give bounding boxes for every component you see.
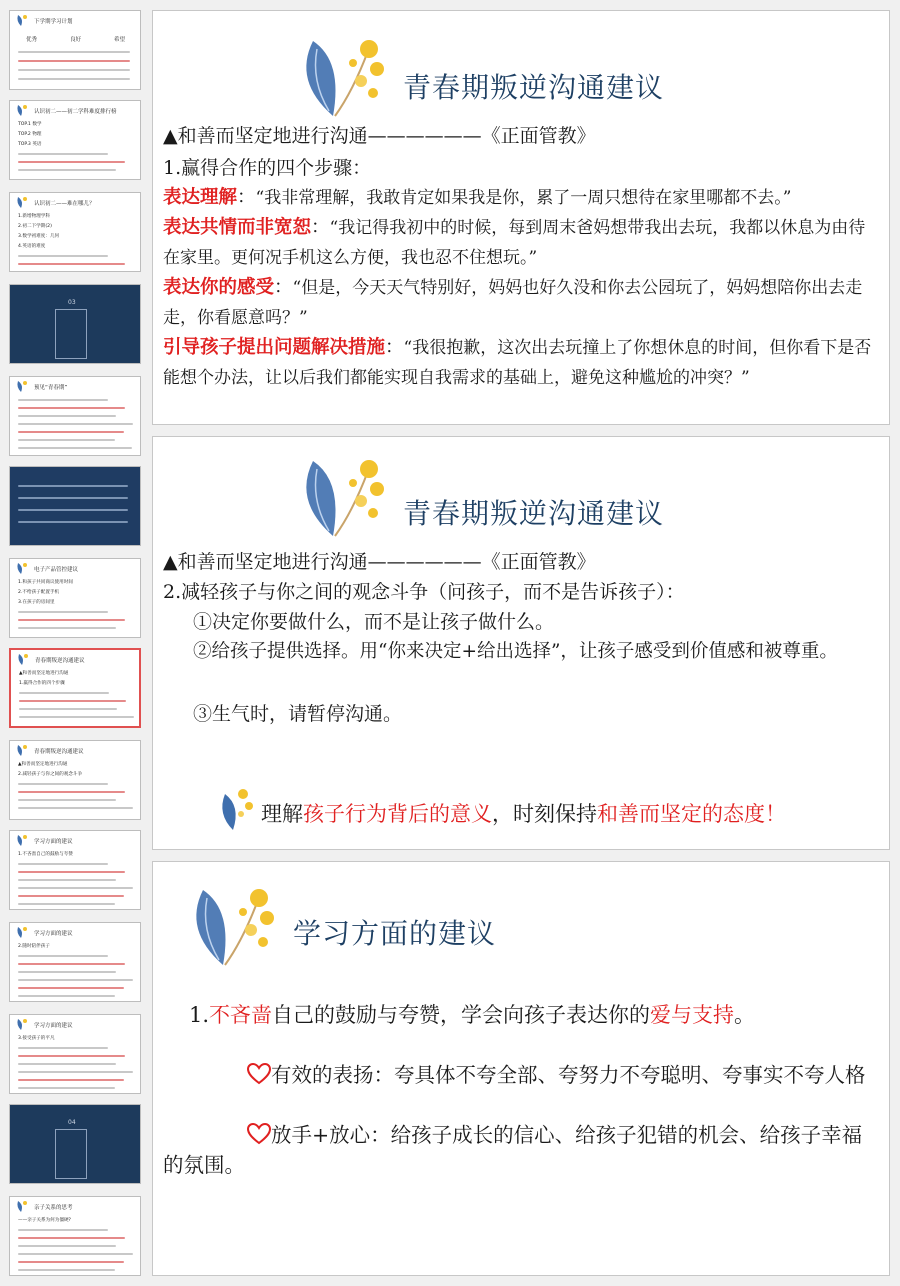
thumbnail-text-line bbox=[18, 423, 133, 425]
thumbnail-text: TOP.3 英语 bbox=[18, 142, 42, 147]
slide-thumbnail[interactable] bbox=[9, 648, 141, 728]
thumbnail-leaf-icon bbox=[15, 562, 29, 574]
thumbnail-text: 2.初二下学期(2) bbox=[18, 224, 52, 229]
thumbnail-text: 3.数学初难度：几何 bbox=[18, 234, 60, 239]
thumbnail-text: 2.随时陪伴孩子 bbox=[18, 944, 50, 949]
thumbnail-text-line bbox=[18, 903, 115, 905]
step-separator: ： bbox=[311, 217, 330, 238]
thumbnail-text-line bbox=[18, 1253, 133, 1255]
thumbnail-text: ▲和善而坚定地进行沟通 bbox=[18, 762, 68, 767]
slide-point bbox=[189, 1000, 879, 1030]
thumbnail-text-line bbox=[18, 807, 133, 809]
leaf-flower-decoration-icon bbox=[163, 870, 293, 970]
thumbnail-leaf-icon bbox=[15, 744, 29, 756]
slide-thumbnail[interactable] bbox=[9, 1014, 141, 1094]
slide-thumbnail[interactable] bbox=[9, 466, 141, 546]
slide-3[interactable] bbox=[152, 861, 890, 1276]
thumbnail-leaf-icon bbox=[16, 653, 30, 665]
step-label: 表达理解 bbox=[163, 187, 238, 208]
thumbnail-text-line bbox=[18, 447, 132, 449]
thumbnail-text-line bbox=[18, 169, 116, 171]
list-item bbox=[163, 1120, 881, 1180]
slide-thumbnail[interactable] bbox=[9, 740, 141, 820]
slide-1[interactable] bbox=[152, 10, 890, 425]
thumbnail-text: 3.在孩子的房间里 bbox=[18, 600, 55, 605]
point-number: 1. bbox=[189, 1003, 210, 1027]
step-label: 表达共情而非宽恕 bbox=[163, 217, 312, 238]
step-item bbox=[163, 273, 881, 333]
thumbnail-text: TOP.2 物理 bbox=[18, 132, 42, 137]
thumbnail-text: 1.和孩子共同商议使用时间 bbox=[18, 580, 73, 585]
slide-thumbnail[interactable] bbox=[9, 192, 141, 272]
step-separator: ： bbox=[274, 277, 293, 298]
thumbnail-text-line bbox=[18, 619, 125, 621]
thumbnail-column-header: 良好 bbox=[70, 37, 82, 43]
thumbnail-text-line bbox=[18, 863, 108, 865]
thumbnail-text-line bbox=[18, 627, 116, 629]
thumbnail-leaf-icon bbox=[15, 1018, 29, 1030]
thumbnail-text-line bbox=[18, 78, 130, 80]
thumbnail-text-line bbox=[18, 263, 125, 265]
thumbnail-text-line bbox=[19, 716, 134, 718]
step-label: 表达你的感受 bbox=[163, 277, 275, 298]
thumbnail-title: 认识初二——难在哪儿？ bbox=[34, 201, 95, 207]
thumbnail-column-header: 优秀 bbox=[26, 37, 38, 43]
thumbnail-text: 2.减轻孩子与你之间的观念斗争 bbox=[18, 772, 83, 777]
thumbnail-text-line bbox=[18, 1063, 116, 1065]
thumbnail-text-line bbox=[18, 431, 124, 433]
thumbnail-text-line bbox=[18, 415, 116, 417]
step-separator: ： bbox=[237, 187, 256, 208]
thumbnail-text-line bbox=[18, 799, 116, 801]
thumbnail-text-line bbox=[18, 153, 108, 155]
thumbnail-title: 预见“青春期” bbox=[34, 385, 68, 391]
thumbnail-title: 学习方面的建议 bbox=[34, 1023, 73, 1029]
slide-thumbnail-panel bbox=[0, 0, 150, 1286]
step-quote: “我很抱歉，这次出去玩撞上了你想休息的时间，但你看下是否能想个办法，让以后我们都能实现自我需求的基础上，避免这种尴尬的冲突？” bbox=[163, 338, 872, 388]
step-item bbox=[163, 333, 881, 393]
thumbnail-text-line bbox=[18, 987, 124, 989]
thumbnail-title: 电子产品管控建议 bbox=[34, 567, 79, 573]
thumbnail-text-line bbox=[18, 1261, 124, 1263]
point-highlight: 不吝啬 bbox=[209, 1003, 273, 1027]
thumbnail-text: 1.新增物理学科 bbox=[18, 214, 50, 219]
step-item bbox=[163, 213, 881, 273]
small-leaf-flower-icon bbox=[213, 782, 257, 832]
thumbnail-text-line bbox=[18, 1229, 108, 1231]
summary-highlight: 孩子行为背后的意义 bbox=[303, 802, 492, 826]
thumbnail-text-line bbox=[18, 485, 128, 487]
thumbnail-text-line bbox=[18, 895, 124, 897]
thumbnail-text-line bbox=[18, 161, 125, 163]
thumbnail-text-line bbox=[18, 887, 133, 889]
thumbnail-text-line bbox=[18, 60, 130, 62]
summary-pre: 理解 bbox=[261, 802, 303, 826]
list-item: ①决定你要做什么，而不是让孩子做什么。 bbox=[193, 611, 555, 633]
thumbnail-text-line bbox=[18, 407, 125, 409]
thumbnail-leaf-icon bbox=[15, 834, 29, 846]
slide-point: 2.减轻孩子与你之间的观念斗争（问孩子，而不是告诉孩子）： bbox=[163, 581, 685, 603]
step-quote: “但是，今天天气特别好，妈妈也好久没和你去公园玩了，妈妈想陪你出去走走，你看愿意吗？” bbox=[163, 278, 863, 328]
steps-list bbox=[163, 183, 881, 393]
thumbnail-text-line bbox=[18, 1071, 133, 1073]
slide-thumbnail[interactable] bbox=[9, 376, 141, 456]
slide-thumbnail[interactable] bbox=[9, 1104, 141, 1184]
summary-text bbox=[261, 799, 879, 829]
slide-heading: ▲和善而坚定地进行沟通——————《正面管教》 bbox=[163, 551, 596, 573]
thumbnail-text-line bbox=[18, 791, 125, 793]
thumbnail-text: 4.英语的难度 bbox=[18, 244, 46, 249]
slide-thumbnail[interactable] bbox=[9, 100, 141, 180]
thumbnail-text-line bbox=[19, 700, 126, 702]
thumbnail-text-line bbox=[18, 871, 125, 873]
heart-icon bbox=[247, 1063, 271, 1085]
thumbnail-text-line bbox=[18, 255, 108, 257]
list-item bbox=[163, 1060, 881, 1090]
slide-title: 青春期叛逆沟通建议 bbox=[403, 497, 665, 530]
slide-title: 学习方面的建议 bbox=[293, 917, 497, 950]
thumbnail-frame bbox=[55, 1129, 87, 1179]
thumbnail-leaf-icon bbox=[15, 926, 29, 938]
thumbnail-text-line bbox=[18, 1079, 124, 1081]
thumbnail-text-line bbox=[18, 783, 108, 785]
thumbnail-title: 学习方面的建议 bbox=[34, 931, 73, 937]
thumbnail-title: 亲子关系的思考 bbox=[34, 1205, 73, 1211]
step-separator: ： bbox=[385, 337, 404, 358]
thumbnail-text-line bbox=[18, 1047, 108, 1049]
item-text: 放手+放心：给孩子成长的信心、给孩子犯错的机会、给孩子幸福的氛围。 bbox=[163, 1123, 863, 1177]
leaf-flower-decoration-icon bbox=[273, 441, 403, 541]
thumbnail-text-line bbox=[18, 439, 115, 441]
thumbnail-leaf-icon bbox=[15, 1200, 29, 1212]
thumbnail-text: 3.接受孩子的平凡 bbox=[18, 1036, 55, 1041]
thumbnail-leaf-icon bbox=[15, 196, 29, 208]
thumbnail-frame bbox=[55, 309, 87, 359]
thumbnail-text-line bbox=[18, 399, 108, 401]
summary-highlight: 和善而坚定的态度！ bbox=[597, 802, 786, 826]
thumbnail-text-line bbox=[18, 979, 133, 981]
step-quote: “我记得我初中的时候，每到周末爸妈想带我出去玩，我都以休息为由待在家里。更何况手机这么方便，我也忍不住想玩。” bbox=[163, 218, 866, 268]
leaf-flower-decoration-icon bbox=[273, 21, 403, 121]
thumbnail-text-line bbox=[18, 1055, 125, 1057]
list-item: ③生气时，请暂停沟通。 bbox=[193, 703, 403, 725]
summary-mid: ，时刻保持 bbox=[492, 802, 597, 826]
thumbnail-title: 下学期学习计划 bbox=[34, 19, 73, 25]
slide-thumbnail[interactable] bbox=[9, 10, 141, 90]
step-quote: “我非常理解，我敢肯定如果我是你，累了一周只想待在家里哪都不去。” bbox=[255, 188, 792, 208]
slide-thumbnail[interactable] bbox=[9, 558, 141, 638]
slide-2[interactable] bbox=[152, 436, 890, 850]
thumbnail-text-line bbox=[19, 708, 117, 710]
slide-thumbnail[interactable] bbox=[9, 284, 141, 364]
thumbnail-text: 2.不给孩子配置手机 bbox=[18, 590, 60, 595]
thumbnail-text: ▲和善而坚定地进行沟通 bbox=[19, 671, 69, 676]
thumbnail-text-line bbox=[18, 497, 128, 499]
thumbnail-title: 学习方面的建议 bbox=[34, 839, 73, 845]
thumbnail-leaf-icon bbox=[15, 380, 29, 392]
thumbnail-text-line bbox=[18, 1087, 115, 1089]
thumbnail-number: 03 bbox=[68, 299, 76, 306]
thumbnail-text-line bbox=[18, 963, 125, 965]
item-text: 有效的表扬：夸具体不夸全部、夸努力不夸聪明、夸事实不夸人格 bbox=[271, 1063, 866, 1087]
thumbnail-text-line bbox=[18, 1237, 125, 1239]
slide-thumbnail[interactable] bbox=[9, 1196, 141, 1276]
thumbnail-text-line bbox=[18, 51, 130, 53]
thumbnail-text-line bbox=[18, 1245, 116, 1247]
step-item bbox=[163, 183, 881, 213]
thumbnail-leaf-icon bbox=[15, 14, 29, 26]
step-label: 引导孩子提出问题解决措施 bbox=[163, 337, 386, 358]
thumbnail-text: TOP.1 数学 bbox=[18, 122, 42, 127]
thumbnail-text-line bbox=[19, 692, 109, 694]
slide-title: 青春期叛逆沟通建议 bbox=[403, 71, 665, 104]
slide-heading: ▲和善而坚定地进行沟通——————《正面管教》 bbox=[163, 125, 596, 147]
thumbnail-text-line bbox=[18, 509, 128, 511]
thumbnail-text-line bbox=[18, 1269, 115, 1271]
thumbnail-text-line bbox=[18, 971, 116, 973]
thumbnail-text: 1.不吝啬自己的鼓励与夸赞 bbox=[18, 852, 73, 857]
thumbnail-title: 青春期叛逆沟通建议 bbox=[35, 658, 85, 664]
point-highlight: 爱与支持 bbox=[650, 1003, 735, 1027]
thumbnail-text-line bbox=[18, 955, 108, 957]
thumbnail-text: 1.赢得合作的四个步骤 bbox=[19, 681, 65, 686]
list-item: ②给孩子提供选择。用“你来决定+给出选择”，让孩子感受到价值感和被尊重。 bbox=[193, 641, 838, 662]
point-text: 自己的鼓励与夸赞，学会向孩子表达你的 bbox=[272, 1003, 651, 1027]
thumbnail-text-line bbox=[18, 879, 116, 881]
slide-thumbnail[interactable] bbox=[9, 830, 141, 910]
point-end: 。 bbox=[734, 1003, 756, 1027]
thumbnail-text-line bbox=[18, 69, 130, 71]
thumbnail-title: 认识初二——初二学科难度排行榜 bbox=[34, 109, 117, 115]
thumbnail-number: 04 bbox=[68, 1119, 76, 1126]
heart-icon bbox=[247, 1123, 271, 1145]
thumbnail-title: 青春期叛逆沟通建议 bbox=[34, 749, 84, 755]
thumbnail-column-header: 希望 bbox=[114, 37, 126, 43]
thumbnail-text: ——亲子关系为何为僵硬? bbox=[18, 1218, 71, 1223]
slide-subheading: 1.赢得合作的四个步骤： bbox=[163, 157, 372, 179]
thumbnail-text-line bbox=[18, 611, 108, 613]
thumbnail-text-line bbox=[18, 521, 128, 523]
thumbnail-text-line bbox=[18, 995, 115, 997]
thumbnail-leaf-icon bbox=[15, 104, 29, 116]
slide-thumbnail[interactable] bbox=[9, 922, 141, 1002]
